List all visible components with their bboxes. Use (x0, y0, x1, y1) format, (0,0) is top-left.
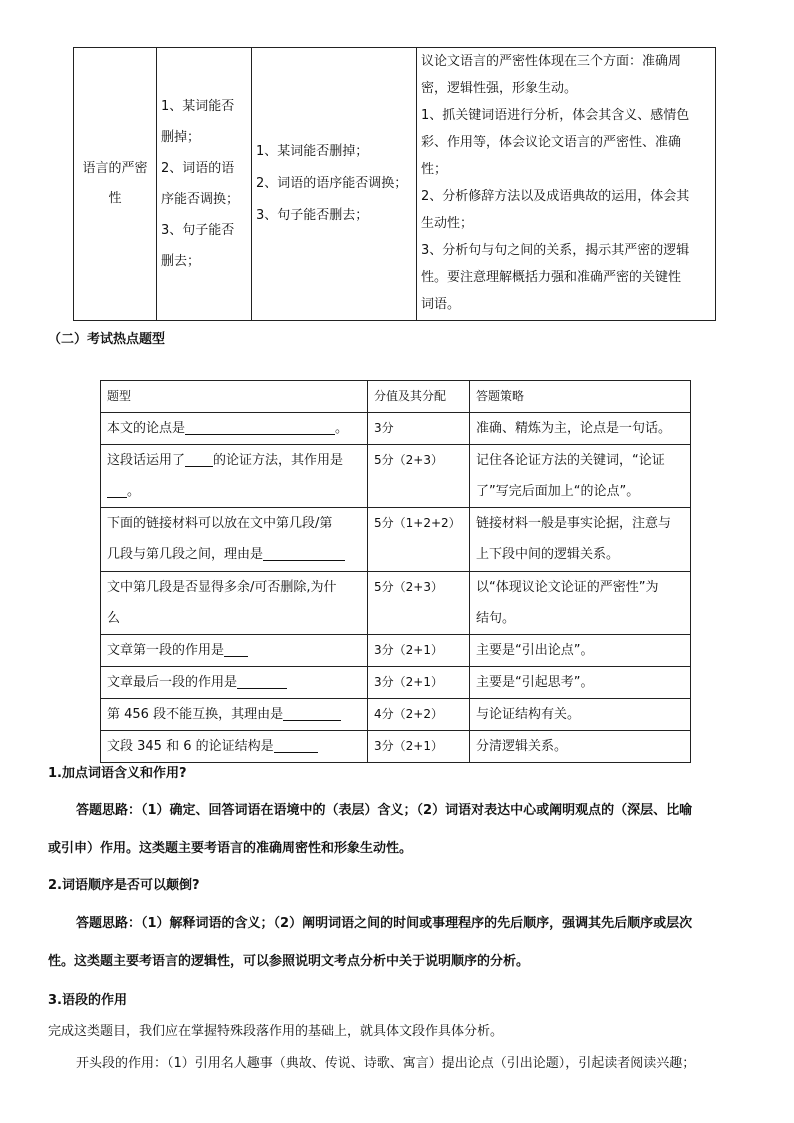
exam-question-types-table (100, 380, 691, 763)
item-paragraph: 完成这类题目，我们应在掌握特殊段落作用的基础上，就具体文段作具体分析。 (48, 1024, 504, 1039)
table-row (101, 667, 691, 699)
strategy-cell (470, 731, 691, 763)
method-line: 序能否调换； (161, 192, 240, 207)
item-paragraph: 性。这类题主要考语言的逻辑性，可以参照说明文考点分析中关于说明顺序的分析。 (48, 954, 530, 969)
strategy-cell (470, 699, 691, 731)
method-line: 删去； (161, 254, 201, 269)
strategy-cell (470, 508, 691, 572)
item-heading: 1.加点词语含义和作用? (48, 766, 187, 781)
method-line: 2、词语的语 (161, 161, 235, 176)
question-text: 。 (335, 421, 349, 436)
score-cell: 5分（1+2+2） (368, 508, 470, 572)
header-cell-strategy: 答题策略 (470, 381, 691, 413)
item-paragraph: 答题思路：（1）确定、回答词语在语境中的（表层）含义；（2）词语对表达中心或阐明观点的（深层、比喻 (76, 803, 693, 818)
table-row (101, 572, 691, 635)
explanation-cell (417, 48, 716, 321)
question-text: 的论证方法，其作用是 (213, 453, 344, 468)
question-type-cell (101, 635, 368, 667)
strategy-line: 主要是“引出论点”。 (476, 643, 594, 658)
question-text: 第 456 段不能互换，其理由是 (107, 707, 284, 722)
question-text: 几段与第几段之间，理由是 (107, 547, 264, 562)
score-cell: 3分（2+1） (368, 667, 470, 699)
answer-blank (263, 546, 345, 561)
strategy-line: 分清逻辑关系。 (476, 739, 568, 754)
question-text: 文中第几段是否显得多余/可否删除,为什 (107, 580, 337, 595)
question-text: 文章第一段的作用是 (107, 643, 225, 658)
question-type-cell (101, 413, 368, 445)
question-text: 文章最后一段的作用是 (107, 675, 238, 690)
method-line: 1、某词能否 (161, 99, 235, 114)
table-row (101, 413, 691, 445)
question-text: 本文的论点是 (107, 421, 186, 436)
header-cell-type: 题型 (101, 381, 368, 413)
topic-cell (74, 48, 157, 321)
score-cell: 5分（2+3） (368, 445, 470, 508)
explanation-line: 性； (421, 162, 448, 177)
question-line: 3、句子能否删去； (256, 208, 369, 223)
strategy-line: 上下段中间的逻辑关系。 (476, 547, 620, 562)
explanation-line: 词语。 (421, 297, 461, 312)
question-text: 这段话运用了 (107, 453, 186, 468)
score-cell: 4分（2+2） (368, 699, 470, 731)
item-paragraph: 或引申）作用。这类题主要考语言的准确周密性和形象生动性。 (48, 841, 413, 856)
score-cell: 3分 (368, 413, 470, 445)
question-line: 1、某词能否删掉； (256, 144, 369, 159)
table-row (101, 731, 691, 763)
answer-blank (274, 738, 318, 753)
strategy-line: 准确、精炼为主，论点是一句话。 (476, 421, 672, 436)
question-type-cell (101, 667, 368, 699)
answer-blank (185, 452, 213, 467)
header-cell-score: 分值及其分配 (368, 381, 470, 413)
explanation-line: 生动性； (421, 216, 474, 231)
strategy-cell (470, 445, 691, 508)
table-row (101, 635, 691, 667)
score-cell: 3分（2+1） (368, 731, 470, 763)
explanation-line: 彩、作用等，体会议论文语言的严密性、准确 (421, 135, 682, 150)
strategy-line: 链接材料一般是事实论据，注意与 (476, 516, 672, 531)
question-type-cell (101, 508, 368, 572)
item-paragraph: 答题思路：（1）解释词语的含义；（2）阐明词语之间的时间或事理程序的先后顺序，强调其先后顺序或层次 (76, 916, 693, 931)
explanation-line: 1、抓关键词语进行分析，体会其含义、感情色 (421, 108, 690, 123)
strategy-line: 了”写完后面加上“的论点”。 (476, 484, 640, 499)
item-paragraph: 开头段的作用：（1）引用名人趣事（典故、传说、诗歌、寓言）提出论点（引出论题），引起读者阅读兴趣； (76, 1056, 696, 1071)
question-text: 。 (127, 484, 141, 499)
question-cell (252, 48, 417, 321)
question-type-cell (101, 572, 368, 635)
question-type-cell (101, 445, 368, 508)
score-cell: 3分（2+1） (368, 635, 470, 667)
strategy-cell (470, 572, 691, 635)
answer-blank (185, 420, 335, 435)
answer-blank (107, 483, 127, 498)
explanation-line: 3、分析句与句之间的关系，揭示其严密的逻辑 (421, 243, 690, 258)
table-row (74, 48, 716, 321)
item-heading: 3.语段的作用 (48, 993, 127, 1008)
strategy-cell (470, 667, 691, 699)
table-row (101, 508, 691, 572)
topic-line: 语言的严密 (82, 161, 148, 176)
explanation-line: 2、分析修辞方法以及成语典故的运用，体会其 (421, 189, 690, 204)
strategy-cell (470, 413, 691, 445)
explanation-line: 议论文语言的严密性体现在三个方面：准确周 (421, 54, 682, 69)
explanation-line: 密，逻辑性强，形象生动。 (421, 81, 578, 96)
method-cell (157, 48, 252, 321)
strategy-line: 主要是“引起思考”。 (476, 675, 594, 690)
topic-line: 性 (108, 191, 122, 206)
language-rigor-table (73, 47, 716, 321)
strategy-cell (470, 635, 691, 667)
answer-blank (237, 674, 287, 689)
method-line: 删掉； (161, 130, 201, 145)
question-line: 2、词语的语序能否调换； (256, 176, 408, 191)
strategy-line: 以“体现议论文论证的严密性”为 (476, 580, 659, 595)
section-heading: （二）考试热点题型 (48, 332, 166, 347)
question-text: 下面的链接材料可以放在文中第几段/第 (107, 516, 333, 531)
item-heading: 2.词语顺序是否可以颠倒? (48, 878, 200, 893)
answer-blank (283, 706, 341, 721)
table-row (101, 699, 691, 731)
strategy-line: 记住各论证方法的关键词，“论证 (476, 453, 665, 468)
question-type-cell (101, 731, 368, 763)
score-cell: 5分（2+3） (368, 572, 470, 635)
table-row (101, 445, 691, 508)
question-text: 么 (107, 611, 121, 626)
table-header-row (101, 381, 691, 413)
strategy-line: 结句。 (476, 611, 516, 626)
question-text: 文段 345 和 6 的论证结构是 (107, 739, 274, 754)
strategy-line: 与论证结构有关。 (476, 707, 581, 722)
explanation-line: 性。要注意理解概括力强和准确严密的关键性 (421, 270, 682, 285)
method-line: 3、句子能否 (161, 223, 235, 238)
question-type-cell (101, 699, 368, 731)
answer-blank (224, 642, 248, 657)
